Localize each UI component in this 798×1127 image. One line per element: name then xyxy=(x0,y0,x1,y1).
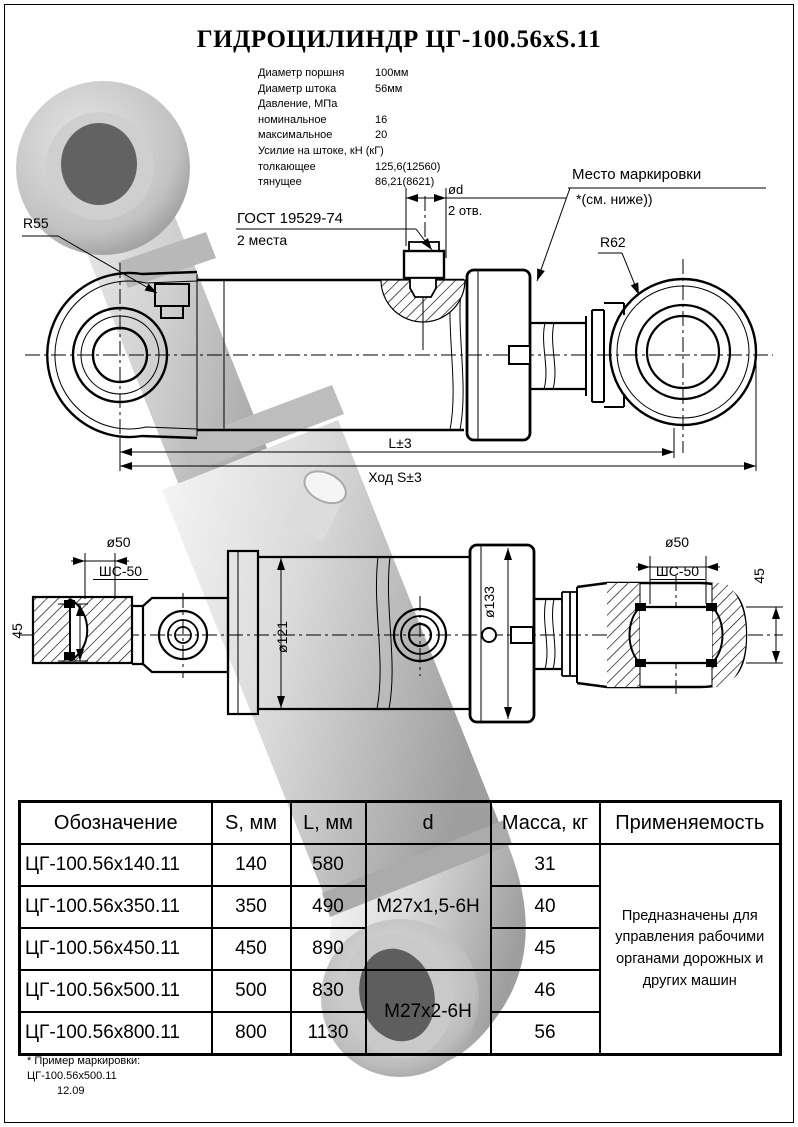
cell-mass: 46 xyxy=(491,970,600,1012)
header-mass: Масса, кг xyxy=(491,802,600,845)
cell-d: М27x1,5-6Н xyxy=(366,844,491,970)
parts-table xyxy=(18,800,782,1056)
label-gost-places: 2 места xyxy=(237,232,288,248)
label-45-left: 45 xyxy=(9,623,25,639)
label-dia121: ø121 xyxy=(274,621,290,653)
label-shs50-left: ШС-50 xyxy=(93,563,148,580)
cell-designation: ЦГ-100.56x140.11 xyxy=(20,844,212,886)
spec-row xyxy=(258,128,440,144)
spec-row xyxy=(258,97,440,113)
cell-s: 500 xyxy=(212,970,291,1012)
spec-value: 56мм xyxy=(375,82,403,95)
header-application: Применяемость xyxy=(600,802,781,845)
cell-s: 800 xyxy=(212,1012,291,1055)
cell-designation: ЦГ-100.56x500.11 xyxy=(20,970,212,1012)
label-marking: Место маркировки xyxy=(572,166,702,183)
footnote-line1: * Пример маркировки: xyxy=(27,1055,141,1067)
label-stroke: Ход S±3 xyxy=(368,469,422,485)
spec-label: номинальное xyxy=(258,113,327,126)
cell-application: Предназначены для управления рабочими органами дорожных и других машин xyxy=(600,844,781,1055)
spec-label: Давление, МПа xyxy=(258,98,338,111)
spec-value: 125,6(12560) xyxy=(375,160,441,173)
page-title: ГИДРОЦИЛИНДР ЦГ-100.56xS.11 xyxy=(196,26,602,53)
footnote-line3: 12.09 xyxy=(57,1085,85,1097)
cell-s: 350 xyxy=(212,886,291,928)
header-s: S, мм xyxy=(212,802,291,845)
cell-designation: ЦГ-100.56x350.11 xyxy=(20,886,212,928)
header-designation: Обозначение xyxy=(20,802,212,845)
cell-l: 580 xyxy=(291,844,366,886)
table-header-row xyxy=(20,802,781,845)
spec-value: 20 xyxy=(375,129,388,142)
cell-designation: ЦГ-100.56x450.11 xyxy=(20,928,212,970)
cell-mass: 45 xyxy=(491,928,600,970)
spec-label: максимальное xyxy=(258,129,333,142)
label-port-dia: ød xyxy=(448,182,464,197)
spec-row xyxy=(258,66,440,82)
cell-mass: 31 xyxy=(491,844,600,886)
label-45-right: 45 xyxy=(751,568,767,584)
label-dia50-right: ø50 xyxy=(664,534,690,550)
footnote xyxy=(27,1054,140,1099)
label-marking-note: *(см. ниже)) xyxy=(576,191,653,207)
spec-row xyxy=(258,113,440,129)
spec-label: Диаметр поршня xyxy=(258,67,345,79)
cell-mass: 56 xyxy=(491,1012,600,1055)
cell-d: М27x2-6Н xyxy=(366,970,491,1055)
cell-designation: ЦГ-100.56x800.11 xyxy=(20,1012,212,1055)
cell-l: 490 xyxy=(291,886,366,928)
cell-s: 450 xyxy=(212,928,291,970)
cell-mass: 40 xyxy=(491,886,600,928)
label-gost: ГОСТ 19529-74 xyxy=(237,210,344,227)
label-r62: R62 xyxy=(600,234,626,250)
cell-l: 1130 xyxy=(291,1012,366,1055)
footnote-line2: ЦГ-100.56x500.11 xyxy=(27,1070,117,1082)
label-port-holes: 2 отв. xyxy=(448,203,483,218)
header-l: L, мм xyxy=(291,802,366,845)
cell-l: 830 xyxy=(291,970,366,1012)
label-shs50-right: ШС-50 xyxy=(650,563,705,580)
cell-l: 890 xyxy=(291,928,366,970)
spec-label: толкающее xyxy=(258,160,316,173)
label-dia50-left: ø50 xyxy=(106,534,131,550)
label-r55: R55 xyxy=(23,215,49,231)
spec-block xyxy=(258,66,440,191)
spec-value: 100мм xyxy=(375,67,409,79)
spec-label: Диаметр штока xyxy=(258,82,337,95)
table-row xyxy=(20,844,781,886)
spec-row xyxy=(258,175,440,191)
spec-row xyxy=(258,82,440,98)
spec-label: Усилие на штоке, кН (кГ) xyxy=(258,144,384,157)
spec-value: 86,21(8621) xyxy=(375,176,435,189)
label-length: L±3 xyxy=(388,435,412,451)
cell-s: 140 xyxy=(212,844,291,886)
header-d: d xyxy=(366,802,491,845)
spec-value: 16 xyxy=(375,113,388,126)
spec-row xyxy=(258,160,440,176)
spec-row xyxy=(258,144,440,160)
spec-label: тянущее xyxy=(258,176,302,189)
label-dia133: ø133 xyxy=(481,586,497,618)
